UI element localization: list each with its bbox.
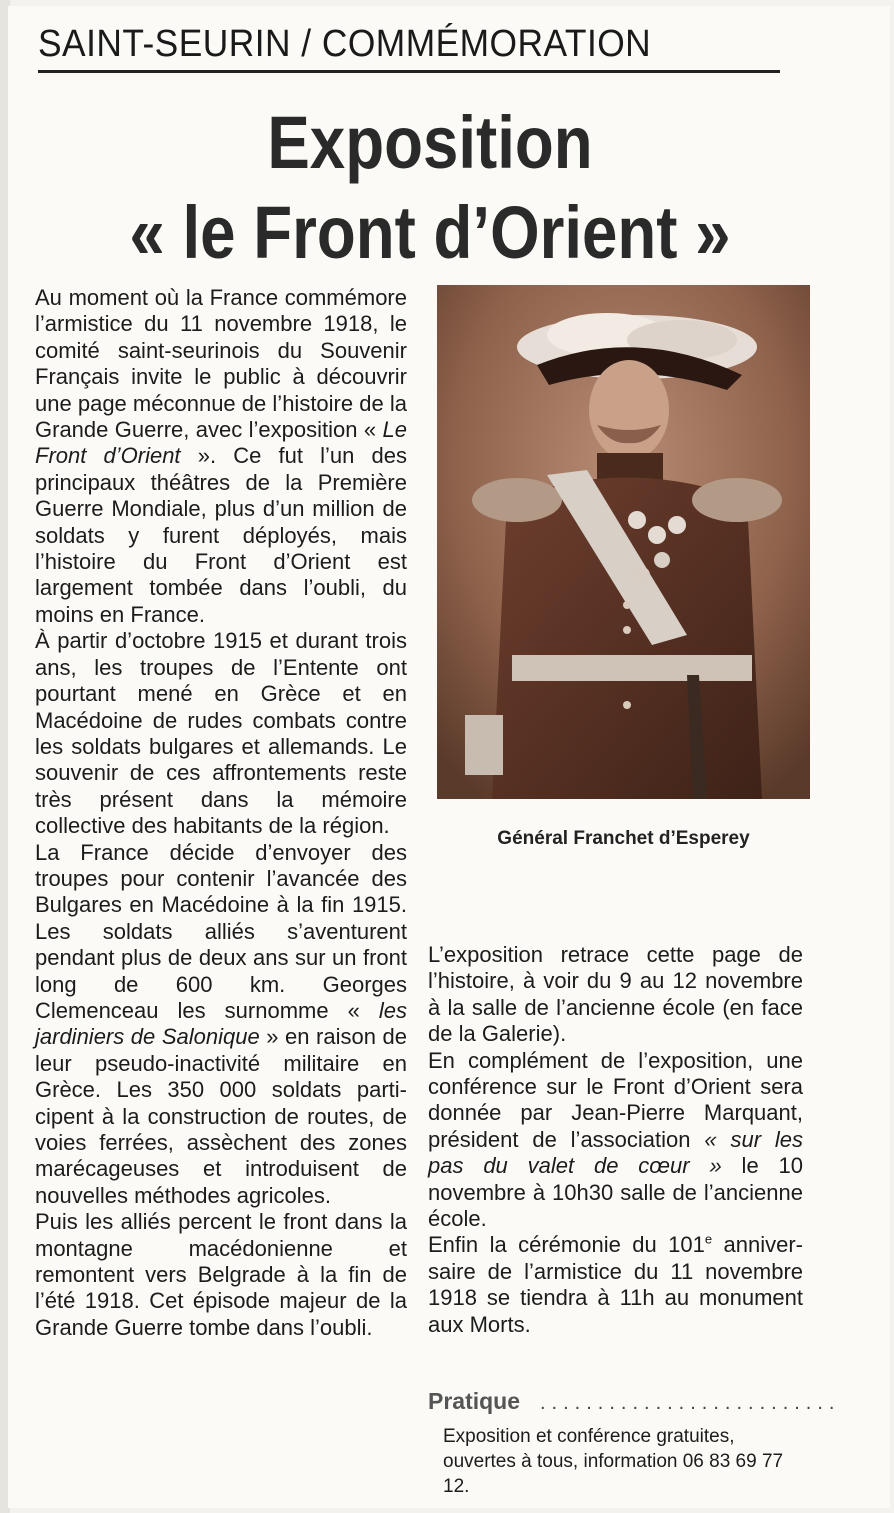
text-run: anniversaire de l’armistice du 11 novembre 1918 se tiendra à 11h au monument aux Morts. bbox=[428, 1232, 803, 1337]
paragraph: À partir d’octobre 1915 et durant trois ans, les troupes de l’Entente ont pourtant mené en Grèce et en Macédoine de rudes combats contre les soldats bulgares et allemands. Le souvenir de ces affrontements reste très présent dans la mémoire collective des habitants de la région. bbox=[35, 628, 407, 839]
text-run: le 10 novembre à 10h30 salle de l’ancienne école. bbox=[428, 1153, 803, 1232]
headline-line-1: Exposition bbox=[267, 101, 593, 184]
superscript: e bbox=[704, 1232, 713, 1248]
text-run: La France décide d’envoyer des troupes pour contenir l’avancée des Bulgares en Macédoine à la fin 1915. Les soldats alliés s’aventurent pendant plus de deux ans sur un front long de 600 km. Georges Clemenceau les surnomme « bbox=[35, 839, 407, 1023]
italic-run: Le Front d’Orient bbox=[35, 417, 407, 469]
portrait-photo bbox=[437, 285, 810, 799]
article-column-left bbox=[35, 285, 407, 1341]
headline bbox=[60, 98, 800, 278]
pratique-leader-dots: .......................... bbox=[540, 1392, 841, 1414]
italic-run: les jardiniers de Salonique bbox=[35, 997, 407, 1050]
paragraph bbox=[35, 285, 407, 628]
paragraph: Puis les alliés percent le front dans la montagne macédonienne et remontent vers Belgrade à la fin de l’été 1918. Cet épisode majeur de la Grande Guerre tombe dans l’oubli. bbox=[35, 1209, 407, 1340]
paragraph: L’exposition retrace cette page de l’histoire, à voir du 9 au 12 novembre à la salle de l’ancienne école (en face de la Galerie). bbox=[428, 942, 803, 1047]
article-column-right bbox=[428, 942, 803, 1338]
text-run: Au moment où la France commémore l’armistice du 11 novembre 1918, le comité saint-seurinois du Souvenir Français invite le public à découvrir une page méconnue de l’histoire de la Grande Guerre, avec l’exposition « bbox=[35, 285, 407, 443]
photo-caption: Général Franchet d’Esperey bbox=[497, 828, 750, 849]
section-rubric: SAINT-SEURIN / COMMÉMORATION bbox=[38, 23, 652, 65]
paragraph bbox=[428, 1232, 803, 1338]
text-run: ». Ce fut l’un des principaux théâtres de la Première Guerre Mondiale, plus d’un million de soldats y furent déployés, mais l’histoire du Front d’Orient est largement tombée dans l’oubli, du moins en France. bbox=[35, 443, 407, 627]
italic-run: « sur les pas du valet de cœur » bbox=[428, 1126, 803, 1179]
text-run: » en raison de leur pseudo-inactivité militaire en Grèce. Les 350 000 soldats participent à la construction de routes, de voies ferrées, assèchent des zones marécageuses et introduisent de nouvelles méthodes agricoles. bbox=[35, 1024, 407, 1208]
paragraph bbox=[428, 1048, 803, 1233]
headline-line-2: « le Front d’Orient » bbox=[129, 191, 731, 274]
portrait-illustration bbox=[437, 285, 810, 799]
pratique-info: Exposition et conférence gratuites, ouvertes à tous, information 06 83 69 77 12. bbox=[443, 1426, 784, 1497]
paragraph bbox=[35, 840, 407, 1210]
text-run: En complément de l’exposition, une conférence sur le Front d’Orient sera donnée par Jean-Pierre Marquant, président de l’association bbox=[428, 1047, 803, 1152]
rubric-underline bbox=[38, 70, 780, 73]
pratique-heading: Pratique bbox=[428, 1388, 521, 1414]
text-run: Enfin la cérémonie du 101 bbox=[428, 1232, 705, 1258]
